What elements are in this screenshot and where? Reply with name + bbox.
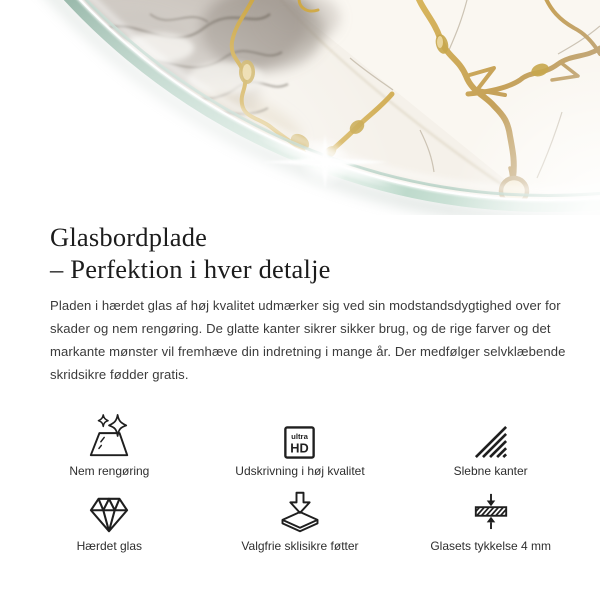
thickness-icon — [472, 496, 510, 534]
feature-label: Slebne kanter — [453, 464, 528, 478]
svg-text:ultra: ultra — [291, 431, 309, 441]
anti-slip-feet-icon — [279, 496, 321, 534]
page-title — [50, 221, 550, 285]
feature-label: Hærdet glas — [76, 539, 143, 553]
ultra-hd-icon — [284, 413, 315, 459]
sparkle-clean-icon — [84, 413, 134, 459]
feature-label: Nem rengøring — [69, 464, 150, 478]
glass-tabletop-photo — [0, 0, 600, 215]
title-line2: – Perfektion i hver detalje — [50, 254, 331, 284]
title-line1: Glasbordplade — [50, 222, 208, 252]
intro-line: markante mønster vil fremhæve din indretning i mange år. Der medfølger selvklæbende — [50, 344, 566, 359]
feature-glas-tykkelse — [395, 496, 586, 553]
diamond-icon — [88, 496, 130, 534]
intro-line: skridsikre fødder gratis. — [50, 367, 189, 382]
beveled-edge-icon — [474, 413, 508, 459]
feature-grid — [0, 413, 600, 553]
feature-label: Valgfrie sklisikre føtter — [241, 539, 359, 553]
feature-label: Glasets tykkelse 4 mm — [430, 539, 552, 553]
svg-text:HD: HD — [290, 440, 310, 456]
feature-slebne-kanter — [395, 413, 586, 478]
feature-nem-rengoering — [14, 413, 205, 478]
feature-haerdet-glas — [14, 496, 205, 553]
hero-image — [0, 0, 600, 215]
intro-line: skader og nem rengøring. De glatte kanter sikrer sikker brug, og de rige farver og det — [50, 321, 551, 336]
feature-sklisikre-foetter — [205, 496, 396, 553]
intro-line: Pladen i hærdet glas af høj kvalitet udmærker sig ved sin modstandsdygtighed over for — [50, 298, 561, 313]
feature-label: Udskrivning i høj kvalitet — [235, 464, 365, 478]
intro-paragraph — [50, 294, 566, 386]
product-description-section — [0, 221, 600, 386]
feature-udskrivning — [205, 413, 396, 478]
